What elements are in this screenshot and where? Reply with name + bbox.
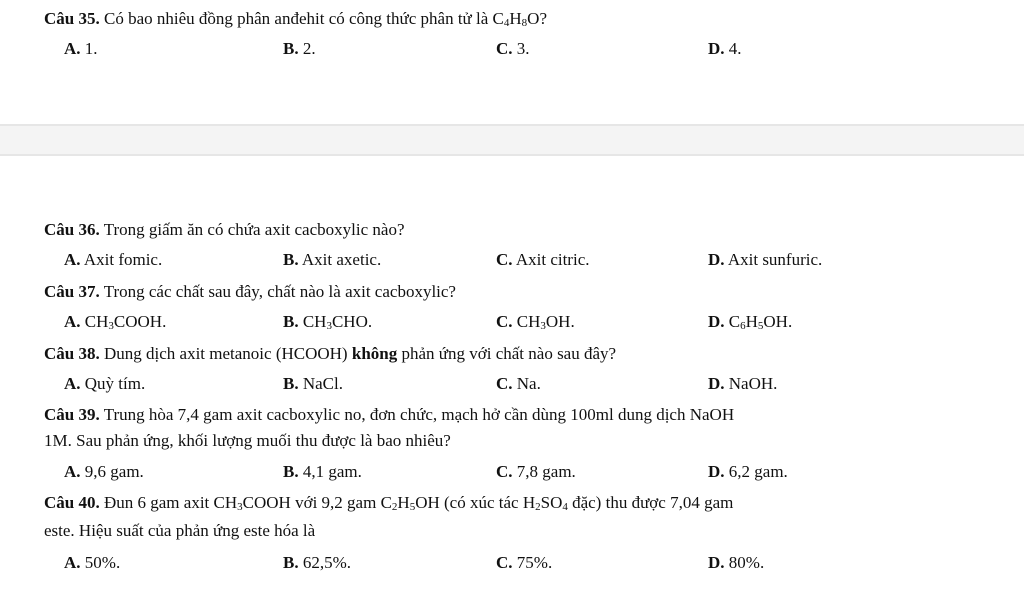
question-text: Dung dịch axit metanoic (HCOOH)	[103, 344, 348, 363]
formula: $H_2SO_4$	[522, 493, 568, 513]
option-d: D. Axit sunfuric.	[708, 250, 823, 269]
formula: $C_2H_5OH$	[380, 493, 440, 513]
question-number: Câu 37.	[44, 282, 100, 301]
question-text: Đun 6 gam axit	[103, 493, 210, 512]
question-39	[44, 404, 1000, 426]
formula: $CH_3COOH$	[213, 493, 291, 513]
question-39-line2	[44, 430, 1000, 452]
question-text: Trong giấm ăn có chứa axit cacboxylic nào?	[103, 220, 405, 239]
option-a: A. 50%.	[64, 553, 121, 572]
question-40-line2	[44, 520, 1000, 542]
option-c: C. 75%.	[496, 553, 553, 572]
emphasis-text: không	[351, 344, 398, 363]
question-number: Câu 38.	[44, 344, 100, 363]
options-38	[0, 373, 1024, 397]
option-b: B. 4,1 gam.	[283, 462, 362, 481]
options-35	[0, 38, 1024, 62]
option-a: A. Quỳ tím.	[64, 374, 146, 393]
option-d: D. NaOH.	[708, 374, 778, 393]
question-text-continued: este. Hiệu suất của phản ứng este hóa là	[44, 521, 316, 540]
option-a: A. Axit fomic.	[64, 250, 163, 269]
option-c: C. Na.	[496, 374, 541, 393]
option-a: A. $CH_3COOH$.	[64, 312, 167, 332]
option-c: C. 7,8 gam.	[496, 462, 576, 481]
options-37	[0, 311, 1024, 335]
option-b: B. NaCl.	[283, 374, 343, 393]
formula: $C_4H_8O$?	[492, 9, 547, 29]
question-text: Trung hòa 7,4 gam axit cacboxylic no, đơn chức, mạch hở cần dùng 100ml dung dịch NaOH	[103, 405, 735, 424]
option-d: D. $C_6H_5OH$.	[708, 312, 793, 332]
options-40	[0, 552, 1024, 576]
question-text: Trong các chất sau đây, chất nào là axit cacboxylic?	[103, 282, 456, 301]
question-text: Có bao nhiêu đồng phân anđehit có công thức phân tử là	[103, 9, 489, 28]
options-36	[0, 249, 1024, 273]
option-b: B. 62,5%.	[283, 553, 352, 572]
option-b: B. Axit axetic.	[283, 250, 382, 269]
option-b: B. $CH_3CHO$.	[283, 312, 373, 332]
options-39	[0, 461, 1024, 485]
page-divider	[0, 124, 1024, 156]
question-35	[44, 8, 1000, 30]
question-text: (có xúc tác	[444, 493, 519, 512]
option-d: D. 6,2 gam.	[708, 462, 788, 481]
question-text-end: phản ứng với chất nào sau đây?	[401, 344, 617, 363]
question-text: với 9,2 gam	[295, 493, 377, 512]
question-38	[44, 343, 1000, 365]
question-text-continued: 1M. Sau phản ứng, khối lượng muối thu được là bao nhiêu?	[44, 431, 451, 450]
option-d: D. 4.	[708, 39, 742, 58]
question-text: đặc) thu được 7,04 gam	[572, 493, 734, 512]
question-number: Câu 39.	[44, 405, 100, 424]
option-c: C. Axit citric.	[496, 250, 590, 269]
option-b: B. 2.	[283, 39, 316, 58]
option-d: D. 80%.	[708, 553, 765, 572]
question-number: Câu 36.	[44, 220, 100, 239]
option-a: A. 1.	[64, 39, 98, 58]
option-a: A. 9,6 gam.	[64, 462, 144, 481]
question-number: Câu 40.	[44, 493, 100, 512]
question-number: Câu 35.	[44, 9, 100, 28]
question-36	[44, 219, 1000, 241]
question-37	[44, 281, 1000, 303]
option-c: C. $CH_3OH$.	[496, 312, 575, 332]
question-40	[44, 492, 1000, 514]
option-c: C. 3.	[496, 39, 530, 58]
